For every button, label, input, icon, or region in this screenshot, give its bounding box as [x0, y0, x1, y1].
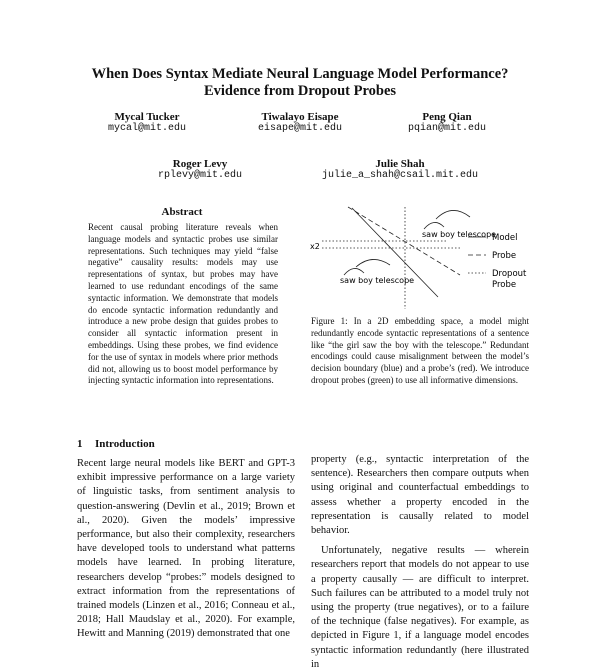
section-number: 1: [77, 438, 83, 450]
legend-label: Probe: [492, 251, 517, 261]
paper-title-line2: Evidence from Dropout Probes: [203, 83, 397, 99]
paper-title-line1: When Does Syntax Mediate Neural Language Model Performance?: [91, 66, 509, 82]
intro-paragraph: Unfortunately, negative results — wherein researchers report that models do not appear to use a property causally — are difficult to interpret. Such failures can be attributed to a model truly not using the property (true negatives), or to a failure of the technique (false negatives). For example, as depicted in Figure 1, if a language model encodes syntactic information redundantly (here illustrated in: [311, 545, 529, 670]
intro-right-column: [311, 453, 529, 672]
phrase-top: saw boy telescope: [422, 230, 497, 239]
author-email: mycal@mit.edu: [107, 123, 186, 134]
axis-label: x2: [310, 242, 320, 251]
author-email: rplevy@mit.edu: [157, 170, 242, 181]
parse-arc: [436, 210, 470, 219]
abstract-heading: Abstract: [161, 206, 203, 218]
parse-arc: [424, 222, 444, 229]
legend-label-line2: Probe: [492, 280, 517, 290]
section-heading: [77, 438, 155, 450]
legend-label: Model: [492, 233, 518, 243]
section-title: Introduction: [95, 438, 155, 450]
figure-legend: [468, 233, 529, 290]
author-name: Roger Levy: [172, 158, 228, 170]
author-block: [392, 111, 502, 134]
phrase-bottom: saw boy telescope: [340, 276, 415, 285]
parse-arc: [344, 268, 364, 275]
author-block: [145, 158, 255, 181]
author-block: [238, 111, 362, 134]
figure-caption: Figure 1: In a 2D embedding space, a model might redundantly encode syntactic representations of a sentence like “the girl saw the boy with the telescope.” Redundant encodings could cause misalignment between the model’s decision boundary (blue) and a probe’s (red). We introduce dropout probes (green) to use all informative dimensions.: [311, 316, 529, 385]
legend-label-line1: Dropout: [492, 269, 527, 279]
legend-label: [492, 269, 529, 290]
author-name: Mycal Tucker: [114, 111, 180, 123]
intro-paragraph: property (e.g., syntactic interpretation of the sentence). Researchers then compare outputs when using original and counterfactual embeddings to assess whether a property encoded in the representation is causally related to model behavior.: [311, 454, 529, 537]
author-block: [92, 111, 202, 134]
author-name: Julie Shah: [375, 158, 425, 170]
abstract-text: Recent causal probing literature reveals when language models and syntactic probes use similar representations. Such techniques may yield “false negative” causality results: models may use representations of syntax, but probes may have learned to use redundant encodings of the same syntactic information. We demonstrate that models do encode syntactic information redundantly and introduce a new probe design that guides probes to consider all syntactic information present in embeddings. Using these probes, we find evidence for the use of syntax in models where prior methods did not, allowing us to boost model performance by injecting syntactic information into representations.: [88, 222, 278, 386]
author-name: Tiwalayo Eisape: [261, 111, 339, 123]
author-email: pqian@mit.edu: [407, 123, 486, 134]
author-email: eisape@mit.edu: [257, 123, 342, 134]
author-name: Peng Qian: [422, 111, 472, 123]
parse-arc: [356, 259, 390, 267]
author-block: [300, 158, 500, 181]
figure-1: [310, 205, 540, 311]
author-email: julie_a_shah@csail.mit.edu: [321, 170, 479, 181]
intro-left-column: Recent large neural models like BERT and GPT-3 exhibit impressive performance on a large variety of linguistic tasks, from sentiment analysis to question-answering (Devlin et al., 2019; Brown et al., 2020). Given the models’ impressive performance, but also their complexity, researchers have developed tools to understand what patterns models have learned. In probing literature, researchers develop “probes:” models designed to extract information from the representations of trained models (Linzen et al., 2016; Conneau et al., 2018; Hall Maudslay et al., 2020). For example, Hewitt and Manning (2019) demonstrated that one: [77, 458, 295, 640]
